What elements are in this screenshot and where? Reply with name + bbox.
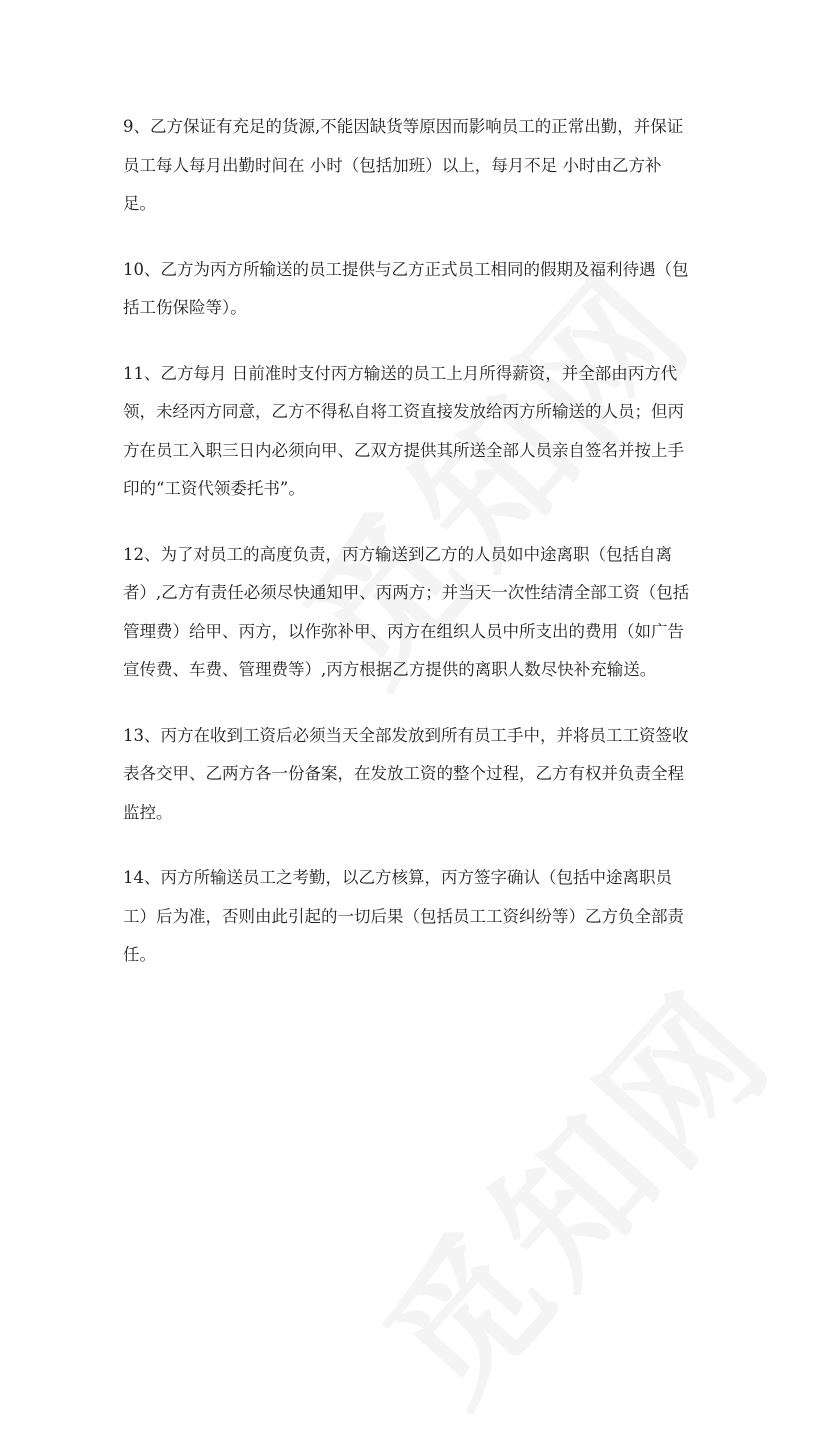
document-body — [123, 108, 708, 1002]
text-line: 任。 — [123, 945, 156, 964]
text-line: 9、乙方保证有充足的货源,不能因缺货等原因而影响员工的正常出勤，并保证 — [123, 117, 684, 136]
clause-12 — [123, 536, 708, 690]
text-line: 10、乙方为丙方所输送的员工提供与乙方正式员工相同的假期及福利待遇（包 — [123, 259, 689, 279]
clause-14 — [123, 859, 708, 975]
text-line: 监控。 — [123, 802, 173, 822]
text-line: 宣传费、车费、管理费等）,丙方根据乙方提供的离职人数尽快补充输送。 — [123, 660, 657, 679]
text-line: 12、为了对员工的高度负责，丙方输送到乙方的人员如中途离职（包括自离 — [123, 544, 672, 564]
watermark — [329, 937, 811, 1438]
text-line: 11、乙方每月 日前准时支付丙方输送的员工上月所得薪资，并全部由丙方代 — [123, 363, 678, 383]
text-line: 括工伤保险等）。 — [123, 298, 247, 317]
text-line: 员工每人每月出勤时间在 小时（包括加班）以上，每月不足 小时由乙方补 — [123, 155, 662, 175]
clause-9 — [123, 108, 708, 224]
text-line: 表各交甲、乙两方各一份备案，在发放工资的整个过程，乙方有权并负责全程 — [123, 764, 684, 783]
text-line: 者）,乙方有责任必须尽快通知甲、丙两方；并当天一次性结清全部工资（包括 — [123, 583, 690, 602]
text-line: 工）后为准，否则由此引起的一切后果（包括员工工资纠纷等）乙方负全部责 — [123, 906, 684, 926]
text-line: 14、丙方所输送员工之考勤，以乙方核算，丙方签字确认（包括中途离职员 — [123, 868, 672, 887]
text-line: 管理费）给甲、丙方，以作弥补甲、丙方在组织人员中所支出的费用（如广告 — [123, 621, 684, 641]
clause-11 — [123, 355, 708, 509]
text-line: 方在员工入职三日内必须向甲、乙双方提供其所送全部人员亲自签名并按上手 — [123, 440, 684, 460]
clause-10 — [123, 251, 708, 328]
text-line: 13、丙方在收到工资后必须当天全部发放到所有员工手中，并将员工工资签收 — [123, 725, 689, 745]
text-line: 足。 — [123, 194, 156, 213]
text-line: 印的“工资代领委托书”。 — [123, 479, 305, 498]
text-line: 领，未经丙方同意，乙方不得私自将工资直接发放给丙方所输送的人员；但丙 — [123, 402, 684, 421]
clause-13 — [123, 717, 708, 833]
